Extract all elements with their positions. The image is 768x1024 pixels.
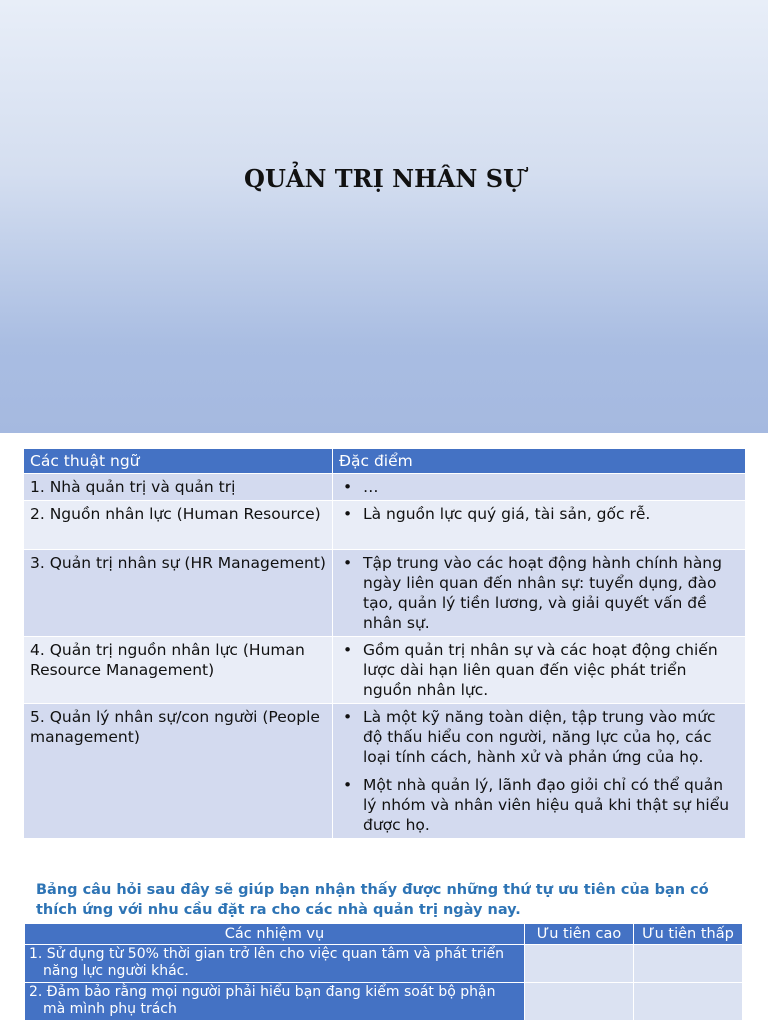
high-priority-cell[interactable] <box>525 945 634 983</box>
term-cell: 5. Quản lý nhân sự/con người (People management) <box>24 704 333 839</box>
low-priority-cell[interactable] <box>634 945 743 983</box>
table-row <box>24 637 746 704</box>
terms-header-feature: Đặc điểm <box>333 449 746 474</box>
terms-table <box>23 448 746 839</box>
tasks-header-row <box>25 924 743 945</box>
table-row <box>25 983 743 1021</box>
table-row <box>25 945 743 983</box>
terms-header-term: Các thuật ngữ <box>24 449 333 474</box>
bullet-icon: • <box>343 478 353 496</box>
bullet-text: Một nhà quản lý, lãnh đạo giỏi chỉ có thể quản lý nhóm và nhân viên hiệu quả khi thật sự hiểu được họ. <box>363 776 730 834</box>
table-row <box>24 474 746 501</box>
feature-cell <box>333 637 746 704</box>
bullet-icon: • <box>343 776 353 794</box>
feature-cell <box>333 474 746 501</box>
term-cell: 3. Quản trị nhân sự (HR Management) <box>24 550 333 637</box>
bullet-item <box>339 553 739 633</box>
bullet-text: … <box>363 478 379 496</box>
bullet-text: Là nguồn lực quý giá, tài sản, gốc rễ. <box>363 505 651 523</box>
questionnaire-intro: Bảng câu hỏi sau đây sẽ giúp bạn nhận thấy được những thứ tự ưu tiên của bạn có thích ứng với nhu cầu đặt ra cho các nhà quản trị ngày nay. <box>36 882 709 918</box>
table-row <box>24 501 746 550</box>
tasks-header-high: Ưu tiên cao <box>525 924 634 945</box>
bullet-text: Tập trung vào các hoạt động hành chính hàng ngày liên quan đến nhân sự: tuyển dụng, đào tạo, quản lý tiền lương, và giải quyết vấn đề nhân sự. <box>363 554 722 632</box>
high-priority-cell[interactable] <box>525 983 634 1021</box>
terms-header-row <box>24 449 746 474</box>
feature-cell <box>333 704 746 839</box>
bullet-icon: • <box>343 708 353 726</box>
bullet-icon: • <box>343 554 353 572</box>
tasks-header-task: Các nhiệm vụ <box>25 924 525 945</box>
task-cell: 1. Sử dụng từ 50% thời gian trở lên cho việc quan tâm và phát triển năng lực người khác. <box>25 945 525 983</box>
bullet-icon: • <box>343 641 353 659</box>
bullet-icon: • <box>343 505 353 523</box>
bullet-item <box>339 504 739 524</box>
table-row <box>24 550 746 637</box>
page-title: QUẢN TRỊ NHÂN SỰ <box>244 164 524 193</box>
bullet-item <box>339 640 739 700</box>
title-banner <box>0 0 768 433</box>
table-row <box>24 704 746 839</box>
term-cell: 1. Nhà quản trị và quản trị <box>24 474 333 501</box>
task-cell: 2. Đảm bảo rằng mọi người phải hiểu bạn đang kiểm soát bộ phận mà mình phụ trách <box>25 983 525 1021</box>
bullet-text: Là một kỹ năng toàn diện, tập trung vào mức độ thấu hiểu con người, năng lực của họ, các loại tính cách, hành xử và phản ứng của họ. <box>363 708 716 766</box>
feature-cell <box>333 501 746 550</box>
bullet-item <box>339 477 739 497</box>
tasks-table <box>24 923 743 1021</box>
bullet-item <box>339 775 739 835</box>
bullet-item <box>339 707 739 767</box>
feature-cell <box>333 550 746 637</box>
term-cell: 4. Quản trị nguồn nhân lực (Human Resource Management) <box>24 637 333 704</box>
tasks-header-low: Ưu tiên thấp <box>634 924 743 945</box>
term-cell: 2. Nguồn nhân lực (Human Resource) <box>24 501 333 550</box>
bullet-text: Gồm quản trị nhân sự và các hoạt động chiến lược dài hạn liên quan đến việc phát triển nguồn nhân lực. <box>363 641 718 699</box>
low-priority-cell[interactable] <box>634 983 743 1021</box>
